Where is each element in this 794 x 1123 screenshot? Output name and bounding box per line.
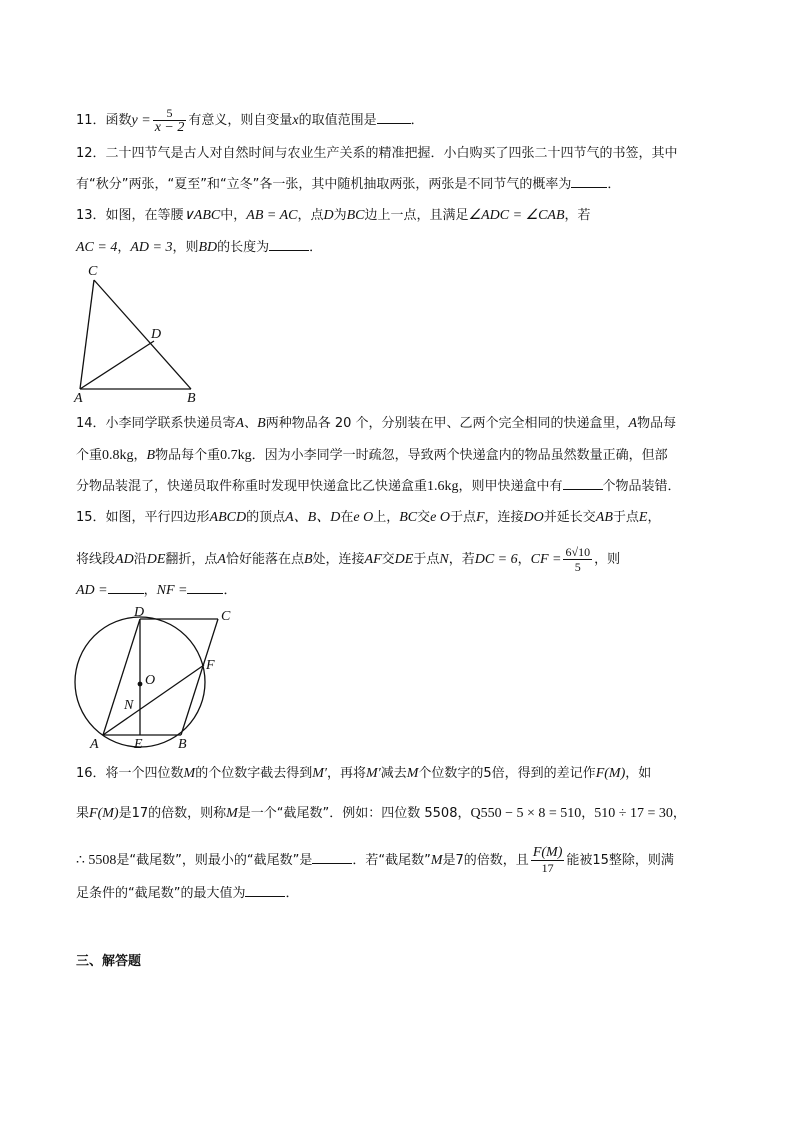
label-c: C	[221, 609, 231, 624]
answer-blank[interactable]	[563, 477, 603, 490]
label-a: A	[90, 737, 99, 752]
answer-blank-nf[interactable]	[187, 581, 223, 594]
question-16-line-1: 16．将一个四位数M的个位数字截去得到M′，再将M′减去M个位数字的5倍，得到的差记作F(M)，如	[76, 766, 652, 781]
question-16-line-2: 果F(M)是17的倍数，则称M是一个“截尾数”．例如：四位数 5508，Q550 − 5 × 8 = 510，510 ÷ 17 = 30，	[76, 806, 686, 821]
label-a: A	[74, 391, 83, 402]
fraction-5-over-x-minus-2: $\frac{5}{x - 2}$	[154, 106, 185, 135]
section-heading-answers: 三、解答题	[76, 954, 142, 969]
label-f: F	[206, 658, 215, 673]
question-12-line-2: 有“秋分”两张，“夏至”和“立冬”各一张，其中随机抽取两张，两张是不同节气的概率为 ．	[76, 177, 621, 192]
answer-blank-min[interactable]	[312, 851, 352, 864]
label-o: O	[145, 673, 156, 688]
answer-blank-max[interactable]	[245, 884, 285, 897]
question-14-line-1: 14．小李同学联系快递员寄A、B两种物品各 20 个，分别装在甲、乙两个完全相同的快递盒里，A物品每	[76, 416, 677, 431]
question-14-line-2: 个重0.8kg，B物品每个重0.7kg．因为小李同学一时疏忽，导致两个快递盒内的物品虽然数量正确，但部	[76, 448, 668, 463]
answer-blank[interactable]	[571, 175, 607, 188]
fraction-cf: $\frac{6√10}{5}$	[565, 545, 591, 574]
question-13-line-1: 13．如图，在等腰∨ABC中，AB = AC，点D为BC边上一点，且满足∠ADC = ∠CAB，若	[76, 208, 591, 223]
question-16-line-3: ∴ 5508是“截尾数”，则最小的“截尾数”是 ．若“截尾数”M是7的倍数，且 $\frac{F(M)}{17}$ 能被15整除，则满	[76, 845, 674, 875]
figure-triangle-abc	[70, 260, 210, 402]
question-15-line-3: AD = ，NF = ．	[76, 583, 237, 598]
answer-blank[interactable]	[377, 111, 411, 124]
label-c: C	[88, 264, 98, 279]
answer-blank-ad[interactable]	[108, 581, 144, 594]
label-b: B	[187, 391, 196, 402]
question-13-line-2: AC = 4，AD = 3，则BD的长度为 ．	[76, 240, 323, 255]
label-b: B	[178, 737, 187, 752]
answer-blank[interactable]	[269, 238, 309, 251]
question-14-line-3: 分物品装混了，快递员取件称重时发现甲快递盒比乙快递盒重1.6kg，则甲快递盒中有 个物品装错．	[76, 479, 681, 494]
question-15-line-1: 15．如图，平行四边形ABCD的顶点A、B、D在e O上，BC交e O于点F，连接DO并延长交AB于点E，	[76, 510, 661, 525]
question-16-line-4: 足条件的“截尾数”的最大值为 ．	[76, 886, 299, 901]
label-d: D	[134, 605, 145, 620]
label-e: E	[134, 737, 143, 752]
label-n: N	[124, 698, 134, 713]
question-12-line-1: 12．二十四节气是古人对自然时间与农业生产关系的精准把握．小白购买了四张二十四节气的书签，其中	[76, 146, 678, 161]
question-15-line-2: 将线段AD沿DE翻折，点A恰好能落在点B处，连接AF交DE于点N，若DC = 6，CF = $\frac{6√10}{5}$ ，则	[76, 545, 621, 574]
label-d: D	[151, 327, 162, 342]
fraction-fm-over-17: $\frac{F(M)}{17}$	[532, 845, 563, 875]
question-11: 11．函数y = $\frac{5}{x - 2}$ 有意义，则自变量x的取值范围是 ．	[76, 106, 424, 135]
figure-parallelogram-circle	[70, 602, 240, 752]
